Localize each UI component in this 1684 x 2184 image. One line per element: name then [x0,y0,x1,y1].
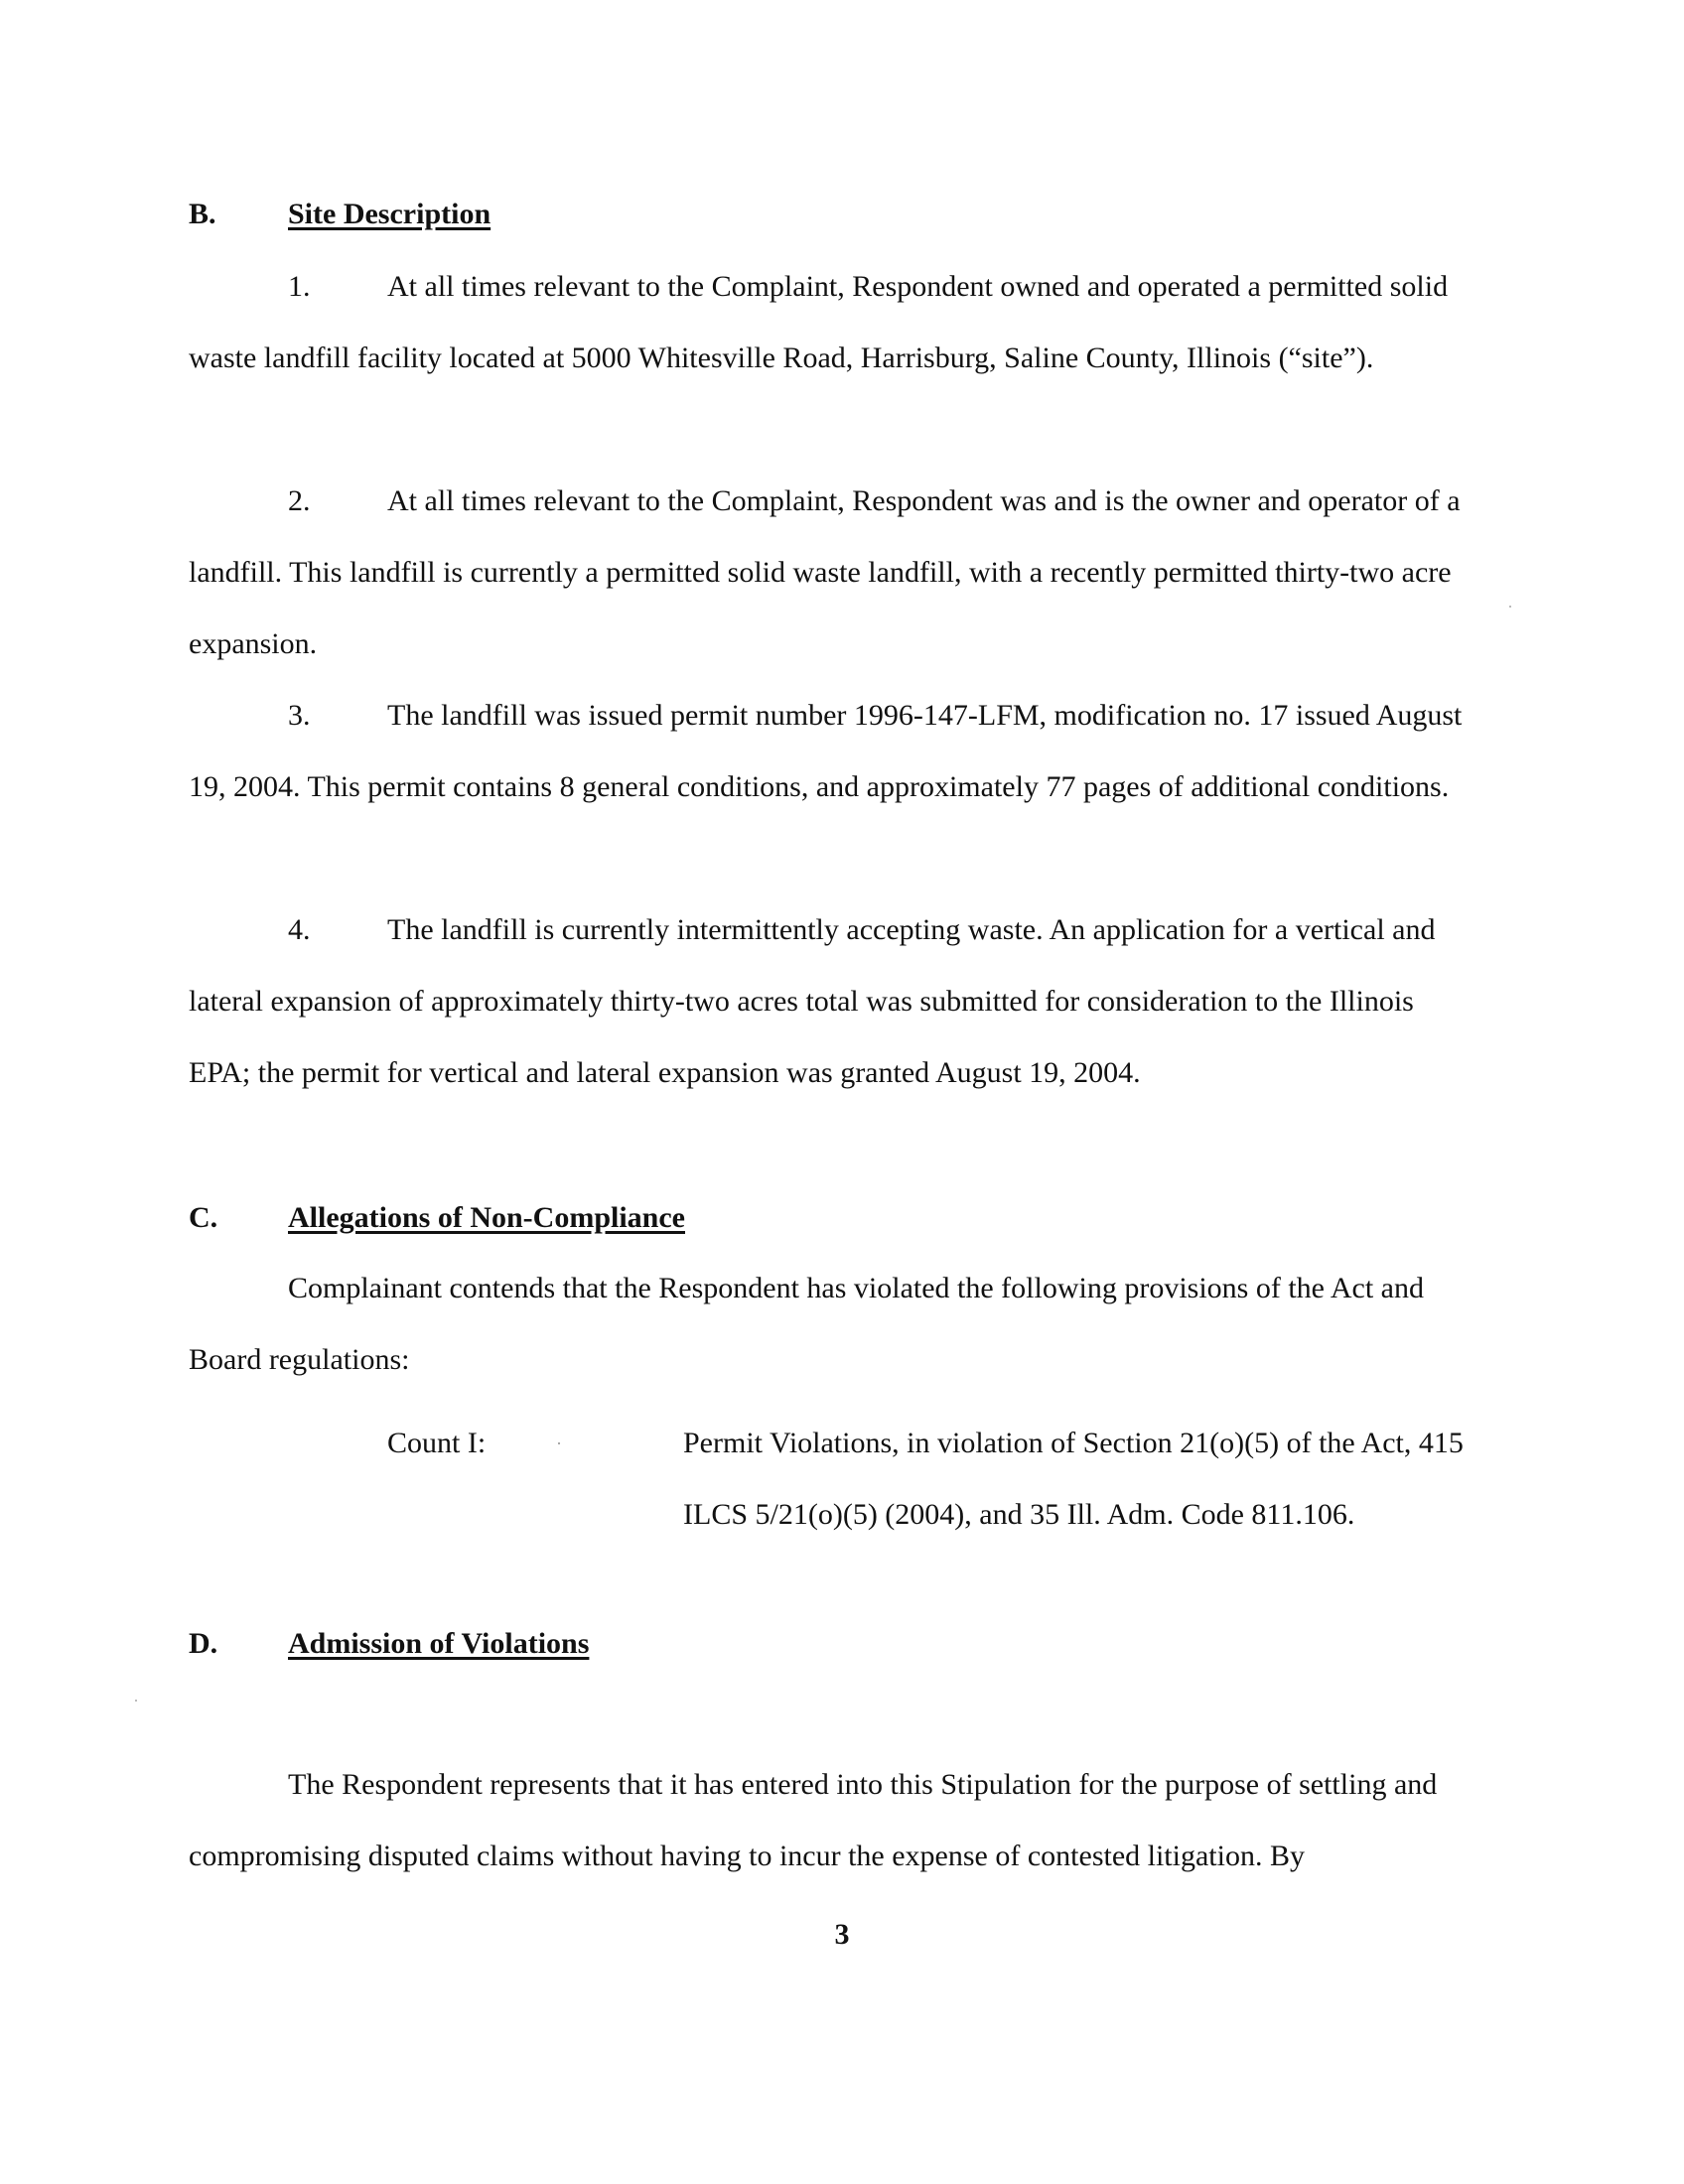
paragraph-2 [189,466,1470,680]
paragraph-4-text: The landfill is currently intermittently accepting waste. An application for a vertical and lateral expansion of approximately thirty-two acres total was submitted for consideration to the Illinois EPA; the permit for vertical and lateral expansion was granted August 19, 2004. [189,913,1436,1089]
count-description: Permit Violations, in violation of Section 21(o)(5) of the Act, 415 ILCS 5/21(o)(5) (2004), and 35 Ill. Adm. Code 811.106. [683,1427,1464,1531]
paragraph-1-text: At all times relevant to the Complaint, Respondent owned and operated a permitted solid waste landfill facility located at 5000 Whitesville Road, Harrisburg, Saline County, Illinois (“site”). [189,270,1449,374]
scan-speck [1509,606,1511,608]
section-d-text: The Respondent represents that it has entered into this Stipulation for the purpose of settling and compromising disputed claims without having to incur the expense of contested litigation. By [189,1768,1438,1872]
section-b-title: Site Description [288,198,491,230]
section-c-title: Allegations of Non-Compliance [288,1201,685,1234]
section-d-title: Admission of Violations [288,1627,590,1660]
paragraph-4-number: 4. [288,913,311,946]
section-c-intro: Complainant contends that the Respondent has violated the following provisions of the Act and Board regulations: [189,1272,1424,1376]
count-label: Count I: [387,1427,487,1459]
paragraph-1-number: 1. [288,270,311,303]
paragraph-3 [189,680,1470,823]
page-number: 3 [834,1918,850,1951]
paragraph-2-number: 2. [288,484,311,517]
section-d-letter: D. [189,1627,218,1660]
scan-speck [135,1700,137,1702]
paragraph-2-text: At all times relevant to the Complaint, Respondent was and is the owner and operator of a landfill. This landfill is currently a permitted solid waste landfill, with a recently permitted thirty-two acre expansion. [189,484,1461,660]
scan-speck: · [556,1433,562,1453]
count-row [387,1408,1479,1557]
paragraph-3-text: The landfill was issued permit number 1996-147-LFM, modification no. 17 issued August 19, 2004. This permit contains 8 general conditions, and approximately 77 pages of additional conditions. [189,699,1463,803]
paragraph-1 [189,251,1470,394]
paragraph-3-number: 3. [288,699,311,732]
paragraph-4 [189,894,1470,1109]
section-b-letter: B. [189,198,216,230]
section-c-letter: C. [189,1201,218,1234]
